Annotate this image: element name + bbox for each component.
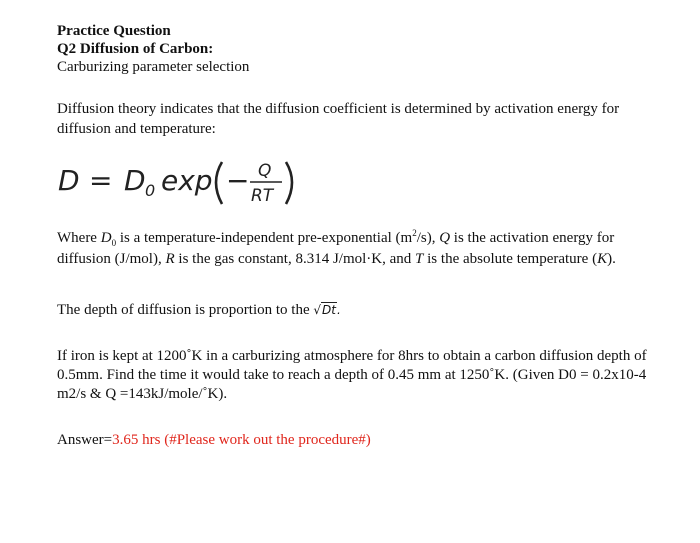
sub-zero: 0: [111, 238, 117, 248]
question-subtitle: Q2 Diffusion of Carbon:: [57, 41, 214, 57]
depth-sentence: [57, 300, 657, 320]
sqrt-period: .: [336, 303, 341, 317]
heading-block: [57, 22, 249, 76]
intro-paragraph: Diffusion theory indicates that the diffusion coefficient is determined by activation energy for diffusion and temperature:: [57, 101, 620, 137]
where-paragraph: [57, 228, 657, 270]
answer-label: Answer=: [57, 432, 113, 448]
where-text-3: /s),: [416, 230, 440, 246]
sqrt-symbol: √: [313, 303, 322, 317]
var-r: R: [165, 251, 175, 267]
diffusion-formula: [56, 150, 376, 210]
formula-equals: =: [89, 164, 113, 197]
right-paren: [286, 162, 292, 204]
formula-lhs: D: [58, 164, 80, 197]
formula-numerator: Q: [258, 161, 272, 181]
sqrt-expression: [313, 302, 340, 317]
topic-line: Carburizing parameter selection: [57, 59, 250, 75]
where-text-4: is the activation energy for diffusion (J/mol),: [57, 230, 615, 267]
formula-minus: −: [226, 164, 250, 197]
answer-value: 3.65 hrs (#Please work out the procedure#): [112, 432, 371, 448]
where-text-2: is a temperature-independent pre-exponential (m: [116, 230, 413, 246]
practice-title: Practice Question: [57, 23, 171, 39]
sqrt-argument: Dt: [322, 303, 336, 317]
left-paren: [216, 162, 222, 204]
formula-d0-sub: 0: [145, 181, 156, 200]
var-d: D: [100, 230, 112, 246]
problem-paragraph: If iron is kept at 1200˚K in a carburizing atmosphere for 8hrs to obtain a carbon diffusion depth of 0.5mm. Find the time it would take to reach a depth of 0.45 mm at 1250˚K. (Given D0 = 0.2x10-4 m2/s & Q =143kJ/mole/˚K).: [57, 348, 647, 402]
var-k: K: [597, 251, 608, 267]
formula-denominator: RT: [251, 186, 274, 206]
where-text-1: Where: [57, 230, 101, 246]
where-text-7: ).: [607, 251, 616, 267]
depth-text: The depth of diffusion is proportion to the: [57, 302, 314, 318]
where-text-5: is the gas constant, 8.314 J/mol·K, and: [174, 251, 416, 267]
var-q: Q: [439, 230, 451, 246]
formula-exp: exp: [161, 164, 213, 197]
sup-two: 2: [412, 228, 417, 238]
where-text-6: is the absolute temperature (: [423, 251, 598, 267]
answer-line: [57, 430, 657, 450]
var-t: T: [415, 251, 424, 267]
formula-d0: D: [124, 164, 146, 197]
